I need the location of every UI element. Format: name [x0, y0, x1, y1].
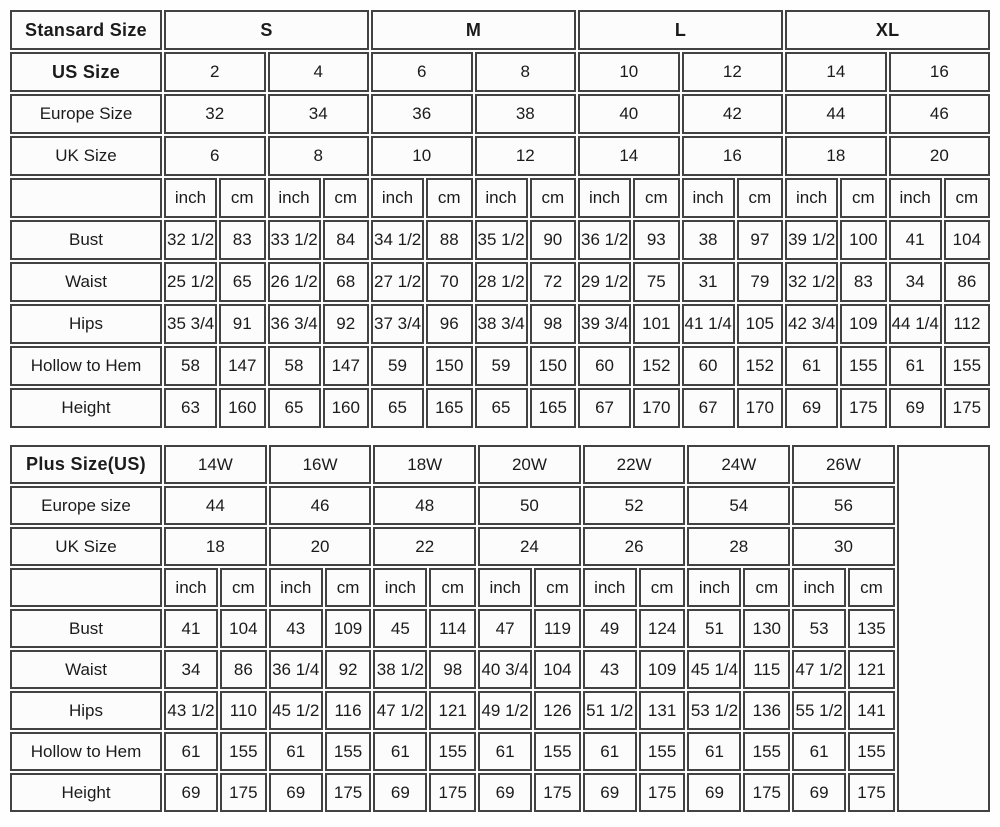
data-cell: 10 [578, 52, 680, 92]
data-cell: 53 [792, 609, 846, 648]
unit-header: cm [426, 178, 473, 218]
data-cell: 61 [269, 732, 323, 771]
data-cell: 65 [371, 388, 424, 428]
data-cell: 22 [373, 527, 476, 566]
data-cell: 130 [743, 609, 790, 648]
data-cell: 59 [475, 346, 528, 386]
data-cell: 175 [429, 773, 476, 812]
unit-header: inch [373, 568, 427, 607]
data-cell: 59 [371, 346, 424, 386]
data-cell: 6 [371, 52, 473, 92]
data-cell: 141 [848, 691, 895, 730]
data-cell: 41 [164, 609, 218, 648]
unit-header: inch [164, 178, 217, 218]
data-cell: 61 [785, 346, 838, 386]
unit-header: cm [530, 178, 577, 218]
data-cell: 115 [743, 650, 790, 689]
data-cell: 112 [944, 304, 991, 344]
data-cell: 26 [583, 527, 686, 566]
height-row [10, 388, 990, 428]
data-cell: 65 [268, 388, 321, 428]
data-cell: 114 [429, 609, 476, 648]
data-cell: 31 [682, 262, 735, 302]
size-group-header: XL [785, 10, 990, 50]
row-label: Height [10, 388, 162, 428]
data-cell: 18 [785, 136, 887, 176]
data-cell: 104 [534, 650, 581, 689]
data-cell: 49 [583, 609, 637, 648]
data-cell: 90 [530, 220, 577, 260]
data-cell: 175 [220, 773, 267, 812]
uk-size-row [10, 136, 990, 176]
data-cell: 91 [219, 304, 266, 344]
data-cell: 50 [478, 486, 581, 525]
data-cell: 63 [164, 388, 217, 428]
data-cell: 69 [785, 388, 838, 428]
data-cell: 34 1/2 [371, 220, 424, 260]
data-cell: 16 [889, 52, 991, 92]
data-cell: 51 [687, 609, 741, 648]
data-cell: 41 1/4 [682, 304, 735, 344]
data-cell: 175 [534, 773, 581, 812]
data-cell: 175 [840, 388, 887, 428]
data-cell: 155 [325, 732, 372, 771]
empty-spacer-cell [897, 445, 990, 812]
data-cell: 44 1/4 [889, 304, 942, 344]
data-cell: 43 [583, 650, 637, 689]
data-cell: 147 [219, 346, 266, 386]
data-cell: 124 [639, 609, 686, 648]
uk-size-row [10, 527, 990, 566]
unit-header: cm [219, 178, 266, 218]
data-cell: 61 [889, 346, 942, 386]
hollow-to-hem-row [10, 346, 990, 386]
size-group-header: 24W [687, 445, 790, 484]
data-cell: 69 [583, 773, 637, 812]
row-label: Height [10, 773, 162, 812]
data-cell: 100 [840, 220, 887, 260]
data-cell: 83 [840, 262, 887, 302]
unit-header: cm [840, 178, 887, 218]
data-cell: 136 [743, 691, 790, 730]
data-cell: 65 [475, 388, 528, 428]
unit-header-row [10, 178, 990, 218]
data-cell: 55 1/2 [792, 691, 846, 730]
data-cell: 79 [737, 262, 784, 302]
data-cell: 40 [578, 94, 680, 134]
unit-header: inch [578, 178, 631, 218]
unit-header: cm [944, 178, 991, 218]
data-cell: 32 1/2 [785, 262, 838, 302]
row-label: Europe size [10, 486, 162, 525]
data-cell: 28 1/2 [475, 262, 528, 302]
data-cell: 69 [792, 773, 846, 812]
data-cell: 97 [737, 220, 784, 260]
data-cell: 49 1/2 [478, 691, 532, 730]
data-cell: 126 [534, 691, 581, 730]
size-group-header: 20W [478, 445, 581, 484]
europe-size-row [10, 486, 990, 525]
data-cell: 47 1/2 [373, 691, 427, 730]
corner-label: Plus Size(US) [10, 445, 162, 484]
data-cell: 88 [426, 220, 473, 260]
data-cell: 8 [475, 52, 577, 92]
data-cell: 30 [792, 527, 895, 566]
size-group-header: 26W [792, 445, 895, 484]
data-cell: 165 [426, 388, 473, 428]
unit-header: inch [164, 568, 218, 607]
data-cell: 46 [889, 94, 991, 134]
unit-header: inch [889, 178, 942, 218]
data-cell: 104 [944, 220, 991, 260]
data-cell: 39 3/4 [578, 304, 631, 344]
data-cell: 12 [475, 136, 577, 176]
data-cell: 104 [220, 609, 267, 648]
bust-row [10, 220, 990, 260]
data-cell: 147 [323, 346, 370, 386]
data-cell: 61 [687, 732, 741, 771]
data-cell: 67 [682, 388, 735, 428]
unit-header: cm [639, 568, 686, 607]
data-cell: 175 [743, 773, 790, 812]
data-cell: 35 3/4 [164, 304, 217, 344]
plus-size-table [8, 443, 992, 814]
data-cell: 36 3/4 [268, 304, 321, 344]
size-group-header: 14W [164, 445, 267, 484]
data-cell: 40 3/4 [478, 650, 532, 689]
data-cell: 34 [164, 650, 218, 689]
data-cell: 44 [785, 94, 887, 134]
unit-header: inch [268, 178, 321, 218]
data-cell: 60 [578, 346, 631, 386]
data-cell: 98 [429, 650, 476, 689]
data-cell: 160 [323, 388, 370, 428]
row-label: Hollow to Hem [10, 732, 162, 771]
data-cell: 96 [426, 304, 473, 344]
data-cell: 150 [426, 346, 473, 386]
data-cell: 61 [792, 732, 846, 771]
plus-size-group-row [10, 445, 990, 484]
unit-header: inch [792, 568, 846, 607]
data-cell: 68 [323, 262, 370, 302]
data-cell: 4 [268, 52, 370, 92]
data-cell: 39 1/2 [785, 220, 838, 260]
europe-size-row [10, 94, 990, 134]
data-cell: 45 1/2 [269, 691, 323, 730]
standard-size-table [8, 8, 992, 430]
data-cell: 170 [633, 388, 680, 428]
unit-header: cm [534, 568, 581, 607]
hollow-to-hem-row [10, 732, 990, 771]
data-cell: 170 [737, 388, 784, 428]
unit-header: inch [475, 178, 528, 218]
data-cell: 58 [268, 346, 321, 386]
data-cell: 28 [687, 527, 790, 566]
data-cell: 20 [889, 136, 991, 176]
data-cell: 58 [164, 346, 217, 386]
size-group-header: 22W [583, 445, 686, 484]
height-row [10, 773, 990, 812]
data-cell: 2 [164, 52, 266, 92]
data-cell: 54 [687, 486, 790, 525]
data-cell: 175 [325, 773, 372, 812]
bust-row [10, 609, 990, 648]
data-cell: 61 [478, 732, 532, 771]
data-cell: 152 [633, 346, 680, 386]
data-cell: 175 [639, 773, 686, 812]
data-cell: 43 [269, 609, 323, 648]
data-cell: 25 1/2 [164, 262, 217, 302]
data-cell: 14 [578, 136, 680, 176]
waist-row [10, 650, 990, 689]
data-cell: 38 3/4 [475, 304, 528, 344]
unit-header: inch [371, 178, 424, 218]
data-cell: 47 [478, 609, 532, 648]
data-cell: 33 1/2 [268, 220, 321, 260]
unit-header: cm [633, 178, 680, 218]
data-cell: 155 [743, 732, 790, 771]
size-group-header: L [578, 10, 783, 50]
data-cell: 42 3/4 [785, 304, 838, 344]
unit-header-row [10, 568, 990, 607]
data-cell: 44 [164, 486, 267, 525]
size-group-header: 18W [373, 445, 476, 484]
data-cell: 175 [944, 388, 991, 428]
data-cell: 41 [889, 220, 942, 260]
data-cell: 98 [530, 304, 577, 344]
data-cell: 8 [268, 136, 370, 176]
unit-header: cm [323, 178, 370, 218]
unit-header: cm [743, 568, 790, 607]
data-cell: 36 [371, 94, 473, 134]
unit-header: cm [848, 568, 895, 607]
unit-header: inch [583, 568, 637, 607]
data-cell: 69 [478, 773, 532, 812]
data-cell: 69 [373, 773, 427, 812]
row-label: Europe Size [10, 94, 162, 134]
data-cell: 86 [944, 262, 991, 302]
row-label: Bust [10, 220, 162, 260]
data-cell: 52 [583, 486, 686, 525]
data-cell: 155 [534, 732, 581, 771]
row-label: Waist [10, 650, 162, 689]
row-label: Hollow to Hem [10, 346, 162, 386]
data-cell: 56 [792, 486, 895, 525]
size-group-header: 16W [269, 445, 372, 484]
data-cell: 42 [682, 94, 784, 134]
data-cell: 86 [220, 650, 267, 689]
data-cell: 34 [268, 94, 370, 134]
data-cell: 27 1/2 [371, 262, 424, 302]
data-cell: 135 [848, 609, 895, 648]
data-cell: 165 [530, 388, 577, 428]
data-cell: 119 [534, 609, 581, 648]
data-cell: 155 [220, 732, 267, 771]
data-cell: 109 [325, 609, 372, 648]
data-cell: 83 [219, 220, 266, 260]
data-cell: 18 [164, 527, 267, 566]
unit-header: inch [682, 178, 735, 218]
data-cell: 121 [429, 691, 476, 730]
data-cell: 61 [164, 732, 218, 771]
data-cell: 43 1/2 [164, 691, 218, 730]
data-cell: 35 1/2 [475, 220, 528, 260]
unit-header: cm [737, 178, 784, 218]
unit-header: cm [220, 568, 267, 607]
row-label [10, 568, 162, 607]
data-cell: 37 3/4 [371, 304, 424, 344]
data-cell: 65 [219, 262, 266, 302]
data-cell: 69 [164, 773, 218, 812]
data-cell: 16 [682, 136, 784, 176]
data-cell: 36 1/2 [578, 220, 631, 260]
data-cell: 69 [687, 773, 741, 812]
row-label: Bust [10, 609, 162, 648]
data-cell: 155 [944, 346, 991, 386]
data-cell: 92 [325, 650, 372, 689]
data-cell: 121 [848, 650, 895, 689]
data-cell: 155 [429, 732, 476, 771]
waist-row [10, 262, 990, 302]
unit-header: inch [687, 568, 741, 607]
row-label: US Size [10, 52, 162, 92]
data-cell: 34 [889, 262, 942, 302]
data-cell: 36 1/4 [269, 650, 323, 689]
data-cell: 152 [737, 346, 784, 386]
data-cell: 60 [682, 346, 735, 386]
data-cell: 46 [269, 486, 372, 525]
data-cell: 45 1/4 [687, 650, 741, 689]
data-cell: 70 [426, 262, 473, 302]
hips-row [10, 304, 990, 344]
data-cell: 61 [583, 732, 637, 771]
data-cell: 155 [848, 732, 895, 771]
data-cell: 84 [323, 220, 370, 260]
data-cell: 38 [682, 220, 735, 260]
data-cell: 160 [219, 388, 266, 428]
data-cell: 12 [682, 52, 784, 92]
data-cell: 93 [633, 220, 680, 260]
unit-header: cm [429, 568, 476, 607]
data-cell: 109 [639, 650, 686, 689]
row-label: Waist [10, 262, 162, 302]
data-cell: 131 [639, 691, 686, 730]
data-cell: 69 [889, 388, 942, 428]
row-label: UK Size [10, 136, 162, 176]
data-cell: 14 [785, 52, 887, 92]
unit-header: inch [478, 568, 532, 607]
size-group-row [10, 10, 990, 50]
data-cell: 116 [325, 691, 372, 730]
data-cell: 47 1/2 [792, 650, 846, 689]
data-cell: 29 1/2 [578, 262, 631, 302]
us-size-row [10, 52, 990, 92]
size-group-header: M [371, 10, 576, 50]
data-cell: 51 1/2 [583, 691, 637, 730]
data-cell: 72 [530, 262, 577, 302]
data-cell: 61 [373, 732, 427, 771]
data-cell: 101 [633, 304, 680, 344]
unit-header: inch [785, 178, 838, 218]
data-cell: 109 [840, 304, 887, 344]
row-label [10, 178, 162, 218]
unit-header: cm [325, 568, 372, 607]
row-label: Hips [10, 691, 162, 730]
data-cell: 67 [578, 388, 631, 428]
data-cell: 75 [633, 262, 680, 302]
data-cell: 69 [269, 773, 323, 812]
hips-row [10, 691, 990, 730]
data-cell: 32 1/2 [164, 220, 217, 260]
unit-header: inch [269, 568, 323, 607]
data-cell: 155 [840, 346, 887, 386]
data-cell: 32 [164, 94, 266, 134]
data-cell: 20 [269, 527, 372, 566]
data-cell: 38 [475, 94, 577, 134]
data-cell: 150 [530, 346, 577, 386]
data-cell: 53 1/2 [687, 691, 741, 730]
data-cell: 110 [220, 691, 267, 730]
row-label: Hips [10, 304, 162, 344]
data-cell: 92 [323, 304, 370, 344]
data-cell: 6 [164, 136, 266, 176]
data-cell: 24 [478, 527, 581, 566]
data-cell: 26 1/2 [268, 262, 321, 302]
data-cell: 48 [373, 486, 476, 525]
data-cell: 155 [639, 732, 686, 771]
data-cell: 45 [373, 609, 427, 648]
row-label: UK Size [10, 527, 162, 566]
data-cell: 105 [737, 304, 784, 344]
data-cell: 10 [371, 136, 473, 176]
data-cell: 38 1/2 [373, 650, 427, 689]
size-group-header: S [164, 10, 369, 50]
data-cell: 175 [848, 773, 895, 812]
corner-label: Stansard Size [10, 10, 162, 50]
